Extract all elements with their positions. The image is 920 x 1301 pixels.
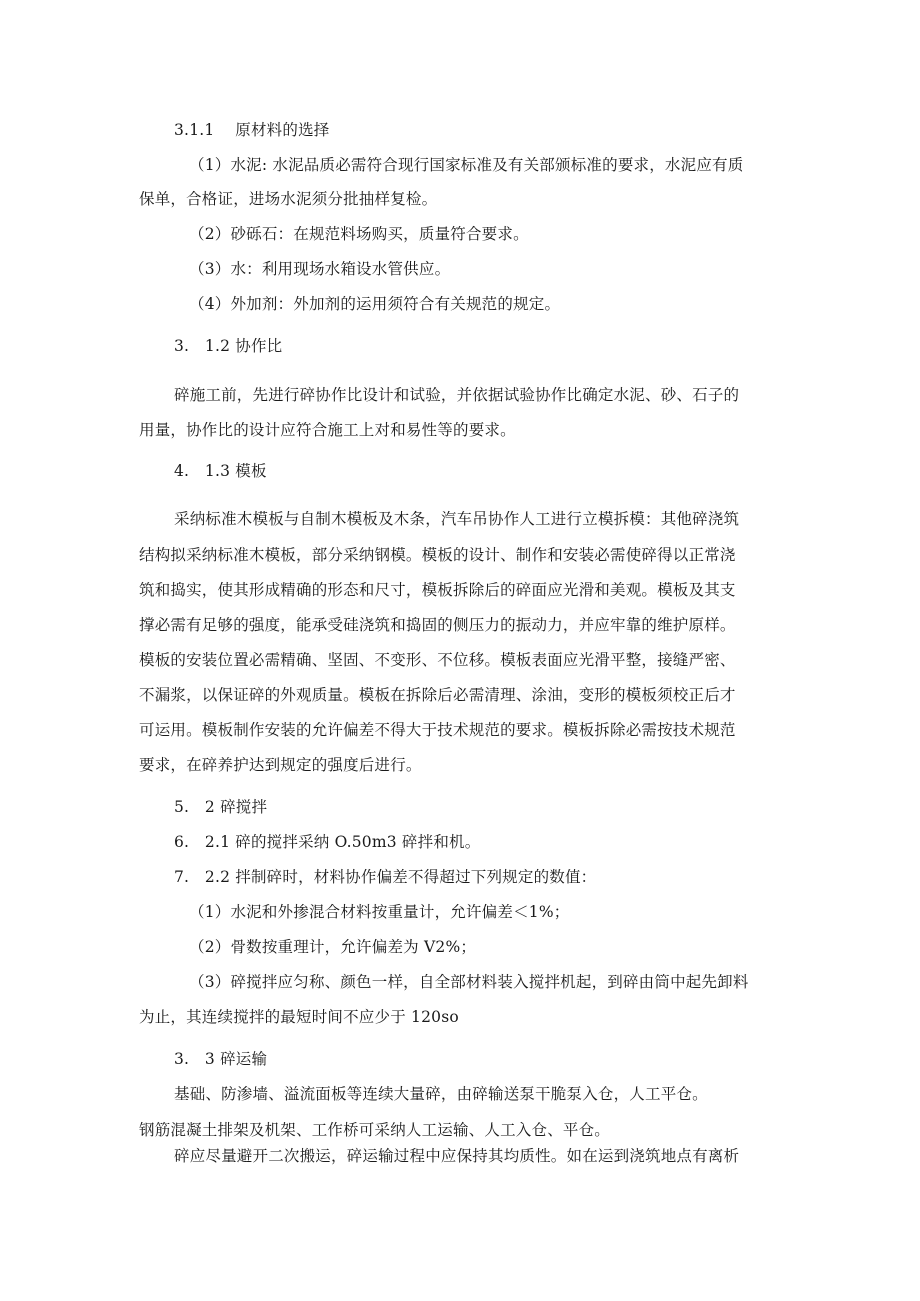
transport-line3: 碎应尽量避开二次搬运，碎运输过程中应保持其均质性。如在运到浇筑地点有离析	[174, 1147, 740, 1165]
formwork-para-line: 要求，在碎养护达到规定的强度后进行。	[139, 756, 422, 774]
section-heading-4-1-3: 4. 1.3 模板	[174, 462, 267, 480]
mixing-time-line1: （3）碎搅拌应匀称、颜色一样，自全部材料装入搅拌机起，到碎由筒中起先卸料	[189, 973, 749, 991]
mixing-time-line2: 为止，其连续搅拌的最短时间不应少于 120so	[139, 1008, 459, 1026]
item-water: （3）水：利用现场水箱设水管供应。	[189, 260, 451, 278]
formwork-para-line: 撑必需有足够的强度，能承受硅浇筑和捣固的侧压力的振动力，并应牢靠的维护原样。	[139, 616, 736, 634]
item-gravel: （2）砂砾石：在规范料场购买，质量符合要求。	[189, 225, 529, 243]
section-heading-5-2: 5. 2 碎搅拌	[174, 798, 268, 816]
mixer-spec-line: 6. 2.1 碎的搅拌采纳 O.50m3 碎拌和机。	[174, 833, 481, 851]
tolerance-item-cement: （1）水泥和外掺混合材料按重量计，允许偏差＜1%；	[189, 903, 570, 921]
section-heading-3-1-1: 3.1.1 原材料的选择	[174, 121, 330, 139]
mix-ratio-para-line2: 用量，协作比的设计应符合施工上对和易性等的要求。	[139, 421, 516, 439]
formwork-para-line: 筑和捣实，使其形成精确的形态和尺寸，模板拆除后的碎面应光滑和美观。模板及其支	[139, 581, 736, 599]
formwork-para-line: 模板的安装位置必需精确、坚固、不变形、不位移。模板表面应光滑平整，接缝严密、	[139, 651, 736, 669]
transport-line1: 基础、防渗墙、溢流面板等连续大量碎，由碎输送泵干脆泵入仓，人工平仓。	[174, 1085, 708, 1103]
tolerance-item-aggregate: （2）骨数按重理计，允许偏差为 V2%；	[189, 938, 477, 956]
mixing-tolerance-line: 7. 2.2 拌制碎时，材料协作偏差不得超过下列规定的数值：	[174, 868, 597, 886]
formwork-para-line: 可运用。模板制作安装的允许偏差不得大于技术规范的要求。模板拆除必需按技术规范	[139, 721, 736, 739]
section-heading-3-3: 3. 3 碎运输	[174, 1050, 268, 1068]
transport-line2: 钢筋混凝土排架及机架、工作桥可采纳人工运输、人工入仓、平仓。	[139, 1121, 611, 1139]
section-heading-3-1-2: 3. 1.2 协作比	[174, 337, 283, 355]
item-cement-line2: 保单，合格证，进场水泥须分批抽样复检。	[139, 190, 438, 208]
formwork-para-line: 不漏浆，以保证碎的外观质量。模板在拆除后必需清理、涂油，变形的模板须校正后才	[139, 686, 736, 704]
formwork-para-line: 采纳标准木模板与自制木模板及木条，汽车吊协作人工进行立模拆模：其他碎浇筑	[174, 510, 740, 528]
mix-ratio-para-line1: 碎施工前，先进行碎协作比设计和试验，并依据试验协作比确定水泥、砂、石子的	[174, 386, 740, 404]
formwork-para-line: 结构拟采纳标准木模板，部分采纳钢模。模板的设计、制作和安装必需使碎得以正常浇	[139, 546, 736, 564]
item-admixture: （4）外加剂：外加剂的运用须符合有关规范的规定。	[189, 295, 561, 313]
item-cement-line1: （1）水泥: 水泥品质必需符合现行国家标准及有关部颁标准的要求，水泥应有质	[189, 156, 744, 174]
